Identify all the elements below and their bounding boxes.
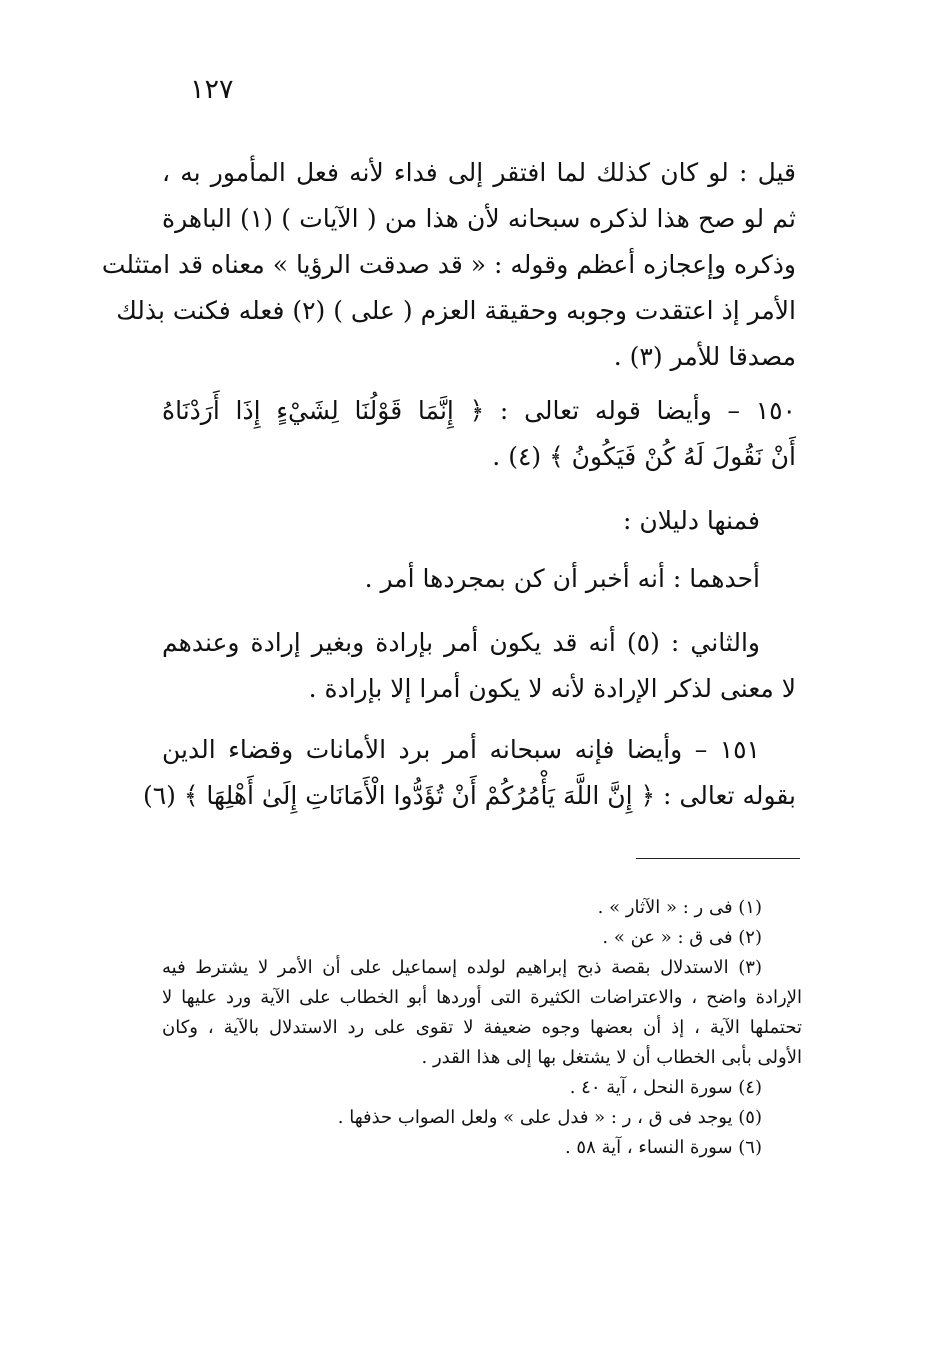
paragraph-line: أحدهما : أنه أخبر أن كن بمجردها أمر . <box>364 564 760 593</box>
paragraph-line: ١٥١ – وأيضا فإنه سبحانه أمر برد الأمانات وقضاء الدين <box>162 735 760 764</box>
paragraph-second-proof <box>162 620 796 712</box>
footnote-3-cont: تحتملها الآية ، إذ أن بعضها وجوه ضعيفة لا تقوى على رد الاستدلال بالآية ، وكان <box>162 1017 802 1038</box>
paragraph-line: الأمر إذ اعتقدت وجوبه وحقيقة العزم ( على ) (٢) فعله فكنت بذلك <box>116 296 796 325</box>
paragraph-two-proofs <box>162 498 796 544</box>
paragraph-line: قيل : لو كان كذلك لما افتقر إلى فداء لأنه فعل المأمور به ، <box>162 158 796 187</box>
footnote-divider <box>636 858 800 859</box>
paragraph-line: بقوله تعالى : ﴿ إِنَّ اللَّهَ يَأْمُرُكُمْ أَنْ تُؤَدُّوا الْأَمَانَاتِ إِلَىٰ أَهْلِهَا ﴾ (٦) <box>142 781 796 810</box>
footnote-3-cont: الإرادة واضح ، والاعتراضات الكثيرة التى أوردها أبو الخطاب على الآية ورد عليها لا <box>162 987 802 1008</box>
page-number: ١٢٧ <box>190 74 234 105</box>
paragraph-line: مصدقا للأمر (٣) . <box>613 342 796 371</box>
footnote-3-cont: الأولى بأبى الخطاب أن لا يشتغل بها إلى هذا القدر . <box>421 1047 802 1068</box>
paragraph-line: ثم لو صح هذا لذكره سبحانه لأن هذا من ( الآيات ) (١) الباهرة <box>162 204 796 233</box>
footnote-6: (٦) سورة النساء ، آية ٥٨ . <box>564 1137 762 1158</box>
footnote-2: (٢) فى ق : « عن » . <box>602 927 762 948</box>
paragraph-150 <box>162 388 796 480</box>
paragraph-first-proof <box>162 556 796 602</box>
footnote-4: (٤) سورة النحل ، آية ٤٠ . <box>569 1077 762 1098</box>
paragraph-line: وذكره وإعجازه أعظم وقوله : « قد صدقت الرؤيا » معناه قد امتثلت <box>101 250 796 279</box>
paragraph-line: والثاني : (٥) أنه قد يكون أمر بإرادة وبغير إرادة وعندهم <box>162 628 760 657</box>
footnote-5: (٥) يوجد فى ق ، ر : « فدل على » ولعل الصواب حذفها . <box>337 1107 762 1128</box>
paragraph-151 <box>142 727 796 819</box>
paragraph-line: أَنْ نَقُولَ لَهُ كُنْ فَيَكُونُ ﴾ (٤) . <box>492 442 796 471</box>
paragraph-line: لا معنى لذكر الإرادة لأنه لا يكون أمرا إلا بإرادة . <box>308 674 796 703</box>
paragraph-1 <box>101 150 796 380</box>
footnote-3: (٣) الاستدلال بقصة ذبح إبراهيم لولده إسماعيل على أن الأمر لا يشترط فيه <box>162 957 762 978</box>
paragraph-line: فمنها دليلان : <box>623 506 760 535</box>
paragraph-line: ١٥٠ – وأيضا قوله تعالى : ﴿ إِنَّمَا قَوْلُنَا لِشَيْءٍ إِذَا أَرَدْنَاهُ <box>162 396 796 425</box>
footnote-1: (١) فى ر : « الآثار » . <box>597 897 762 918</box>
footnotes <box>162 893 802 1163</box>
